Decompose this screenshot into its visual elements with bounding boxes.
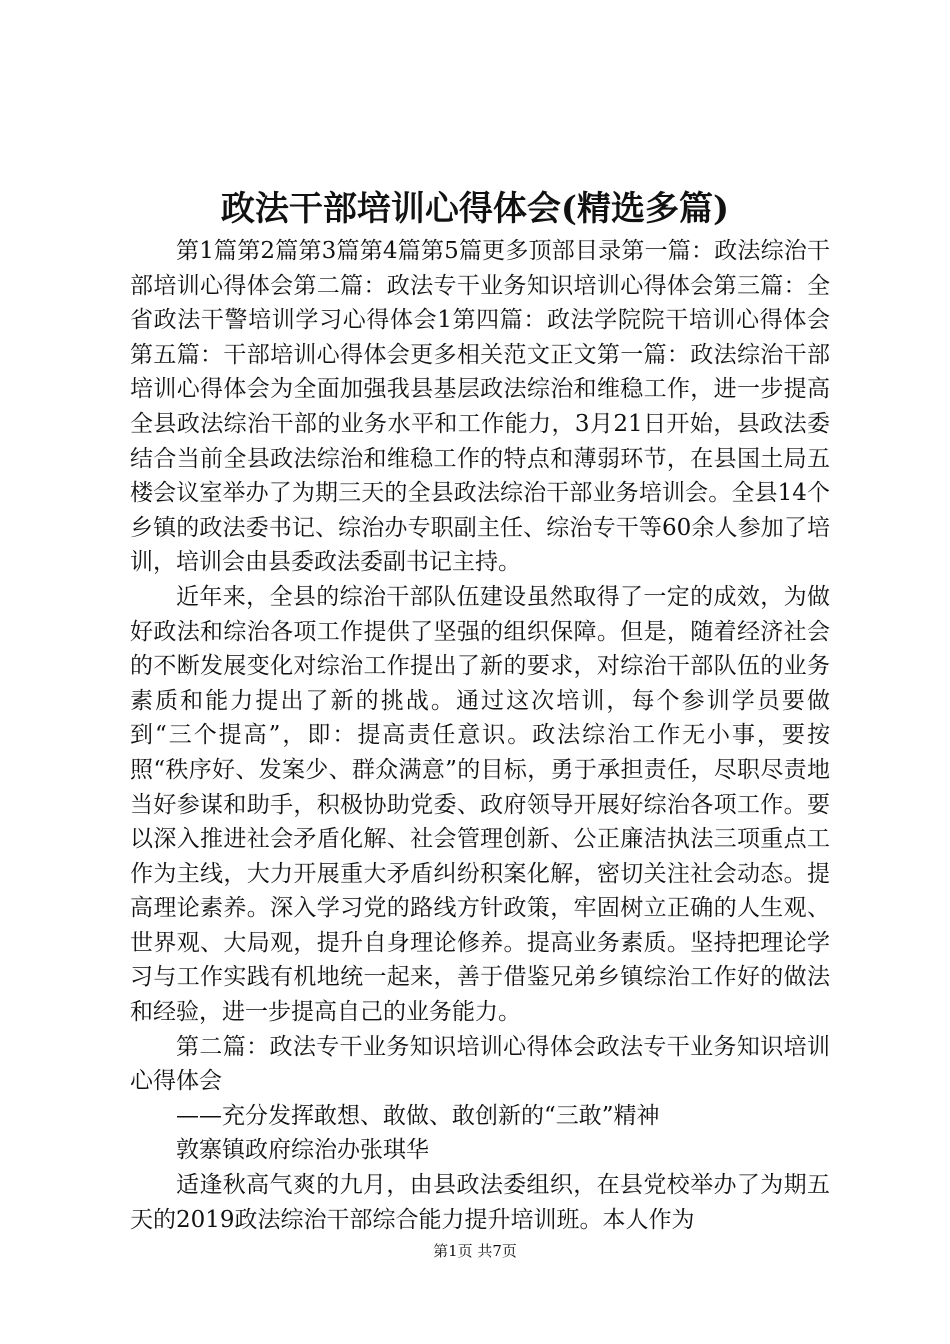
paragraph-toc-intro: 第1篇第2篇第3篇第4篇第5篇更多顶部目录第一篇：政法综治干部培训心得体会第二篇：政法专干业务知识培训心得体会第三篇：全省政法干警培训学习心得体会1第四篇：政法学院院干培训心得体会第五篇：干部培训心得体会更多相关范文正文第一篇：政法综治干部培训心得体会为全面加强我县基层政法综治和维稳工作，进一步提高全县政法综治干部的业务水平和工作能力，3月21日开始，县政法委结合当前全县政法综治和维稳工作的特点和薄弱环节，在县国土局五楼会议室举办了为期三天的全县政法综治干部业务培训会。全县14个乡镇的政法委书记、综治办专职副主任、综治专干等60余人参加了培训，培训会由县委政法委副书记主持。 <box>130 238 830 576</box>
document-title: 政法干部培训心得体会(精选多篇) <box>220 189 730 229</box>
paragraph-subtitle: ——充分发挥敢想、敢做、敢创新的“三敢”精神 <box>176 1102 660 1129</box>
paragraph-autumn-training: 适逢秋高气爽的九月，由县政法委组织，在县党校举办了为期五天的2019政法综治干部综合能力提升培训班。本人作为 <box>130 1172 830 1233</box>
paragraph-author: 敦寨镇政府综治办张琪华 <box>176 1137 429 1164</box>
paragraph-recent-years: 近年来，全县的综治干部队伍建设虽然取得了一定的成效，为做好政法和综治各项工作提供了坚强的组织保障。但是，随着经济社会的不断发展变化对综治工作提出了新的要求，对综治干部队伍的业务素质和能力提出了新的挑战。通过这次培训，每个参训学员要做到“三个提高”，即：提高责任意识。政法综治工作无小事，要按照“秩序好、发案少、群众满意”的目标，勇于承担责任，尽职尽责地当好参谋和助手，积极协助党委、政府领导开展好综治各项工作。要以深入推进社会矛盾化解、社会管理创新、公正廉洁执法三项重点工作为主线，大力开展重大矛盾纠纷积案化解，密切关注社会动态。提高理论素养。深入学习党的路线方针政策，牢固树立正确的人生观、世界观、大局观，提升自身理论修养。提高业务素质。坚持把理论学习与工作实践有机地统一起来，善于借鉴兄弟乡镇综治工作好的做法和经验，进一步提高自己的业务能力。 <box>130 583 830 1026</box>
paragraph-second-article-title: 第二篇：政法专干业务知识培训心得体会政法专干业务知识培训心得体会 <box>130 1033 830 1095</box>
page-footer: 第1页 共7页 <box>433 1242 517 1260</box>
document-body <box>130 234 830 1237</box>
